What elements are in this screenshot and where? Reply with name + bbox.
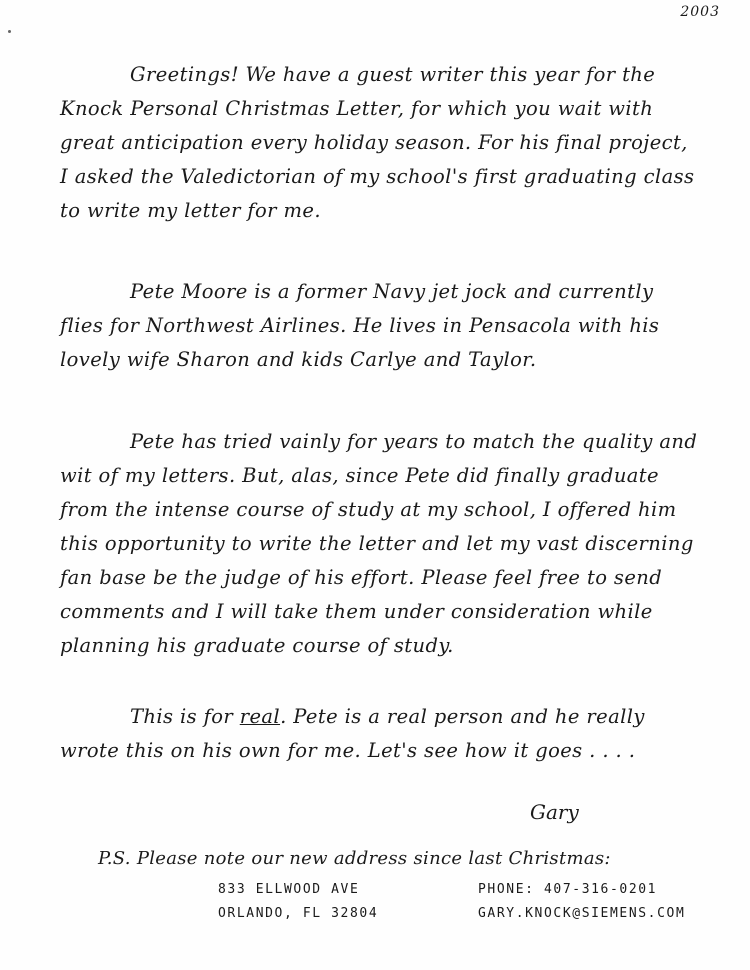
phone-number: PHONE: 407-316-0201 — [478, 882, 658, 897]
paragraph-greeting: Greetings! We have a guest writer this year for the Knock Personal Christmas Letter, for which you wait with great anticipation every holiday season. For his final project, I asked the Valedictorian of my school's first graduating class to write my letter for me. — [60, 63, 695, 222]
mailing-address — [218, 878, 378, 926]
year-note: 2003 — [680, 4, 720, 20]
paragraph-pete-bio: Pete Moore is a former Navy jet jock and currently flies for Northwest Airlines. He lives in Pensacola with his lovely wife Sharon and kids Carlye and Taylor. — [60, 280, 660, 371]
underlined-word: real — [239, 705, 281, 728]
email-address: GARY.KNOCK@SIEMENS.COM — [478, 906, 686, 921]
signature: Gary — [530, 800, 579, 824]
address-city: ORLANDO, FL 32804 — [218, 906, 379, 921]
scan-speck — [8, 30, 11, 33]
paragraph-real — [60, 700, 700, 768]
contact-info — [478, 878, 685, 926]
paragraph-real-start: This is for — [130, 705, 240, 728]
address-street: 833 ELLWOOD AVE — [218, 882, 360, 897]
paragraph-real-end: . Pete is a real person and he really wrote this on his own for me. Let's see how it goes . . . . — [60, 705, 645, 762]
postscript: P.S. Please note our new address since last Christmas: — [98, 848, 611, 869]
paragraph-pete-effort: Pete has tried vainly for years to match the quality and wit of my letters. But, alas, since Pete did finally graduate from the intense course of study at my school, I offered him this opportunity to write the letter and let my vast discerning fan base be the judge of his effort. Please feel free to send comments and I will take them under consideration while planning his graduate course of study. — [60, 430, 698, 657]
